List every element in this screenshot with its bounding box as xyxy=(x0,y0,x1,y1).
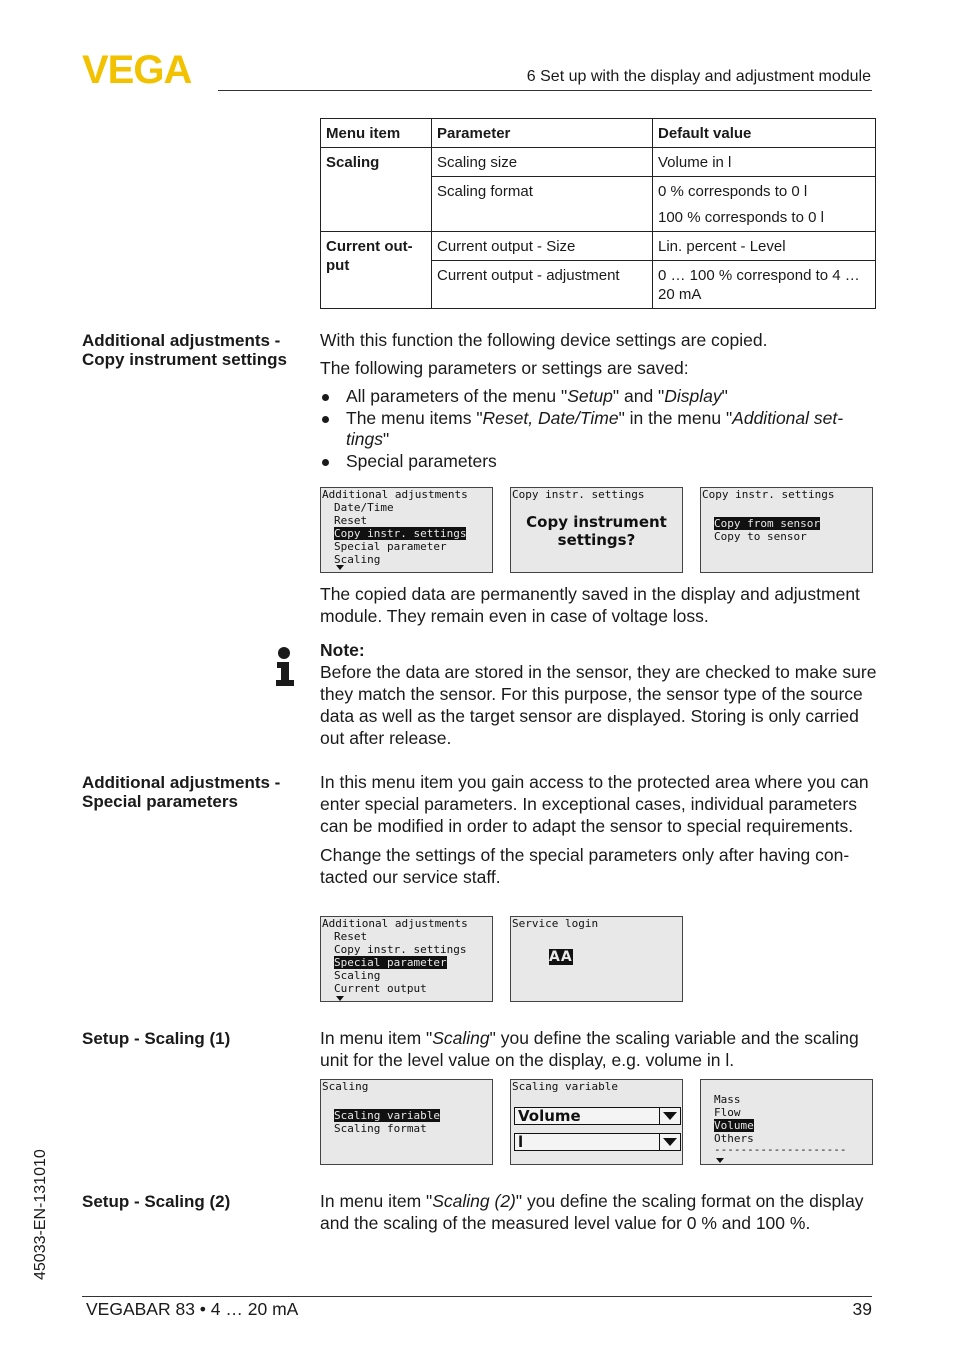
table-cell xyxy=(653,177,876,232)
note-title: Note: xyxy=(320,640,365,660)
scaling-variable-select xyxy=(514,1107,681,1125)
lcd-prompt: settings? xyxy=(557,531,636,549)
lcd-title: Copy instr. settings xyxy=(702,488,835,501)
table-cell: Scaling format xyxy=(432,177,653,232)
lcd-menu-item: Scaling xyxy=(334,969,381,982)
lcd-menu-item-selected: Copy from sensor xyxy=(714,517,820,530)
scroll-down-icon xyxy=(336,565,344,570)
scroll-down-icon xyxy=(336,996,344,1001)
chevron-down-icon xyxy=(659,1134,680,1150)
lcd-menu-item: Scaling xyxy=(334,553,381,566)
info-icon xyxy=(274,646,296,688)
lcd-screen-copy-direction xyxy=(700,487,873,573)
lcd-menu-item: Reset xyxy=(334,930,368,943)
lcd-menu-item: Flow xyxy=(714,1106,741,1119)
select-value: Volume xyxy=(518,1107,581,1125)
lcd-menu-item-selected: Volume xyxy=(714,1119,754,1132)
note-text: Before the data are stored in the sensor, they are checked to make sure they match the sensor. For this purpose, the sensor type of the source data as well as the target sensor are displayed. Storing is only carried out after release. xyxy=(320,662,877,748)
footer-product: VEGABAR 83 • 4 … 20 mA xyxy=(86,1299,299,1319)
special-params-heading: Additional adjustments - Special parameters xyxy=(82,773,281,811)
lcd-title: Scaling variable xyxy=(512,1080,618,1093)
lcd-menu-item: Others xyxy=(714,1132,754,1145)
table-cell-menu-item: Current out-put xyxy=(321,232,432,309)
lcd-screen-service-login xyxy=(510,916,683,1002)
table-header: Default value xyxy=(653,119,876,148)
lcd-menu-item: Current output xyxy=(334,982,427,995)
copy-settings-heading: Additional adjustments - Copy instrument settings xyxy=(82,331,287,369)
lcd-menu-item: Scaling format xyxy=(334,1122,427,1135)
table-cell: 0 … 100 % correspond to 4 … 20 mA xyxy=(653,261,876,309)
lcd-title: Scaling xyxy=(322,1080,369,1093)
table-cell: Volume in l xyxy=(653,148,876,177)
table-cell: Scaling size xyxy=(432,148,653,177)
lcd-menu-item: Special parameter xyxy=(334,540,447,553)
scaling1-body: In menu item "Scaling" you define the scaling variable and the scaling unit for the level value on the display, e.g. volume in l. xyxy=(320,1028,859,1070)
table-header: Parameter xyxy=(432,119,653,148)
lcd-menu-item: Mass xyxy=(714,1093,741,1106)
lcd-title: Additional adjustments xyxy=(322,488,468,501)
login-cursor-char: AA xyxy=(549,949,573,965)
table-cell-line: 0 % corresponds to 0 l xyxy=(658,183,808,200)
paragraph: The following parameters or settings are saved: xyxy=(320,358,689,378)
table-cell: Current output - Size xyxy=(432,232,653,261)
copy-persist-text: The copied data are permanently saved in the display and adjustment module. They remain even in case of voltage loss. xyxy=(320,584,860,626)
lcd-title: Service login xyxy=(512,917,599,930)
vega-logo xyxy=(82,52,212,86)
lcd-menu-item-selected: Special parameter xyxy=(334,956,447,969)
scroll-down-icon xyxy=(716,1158,724,1163)
list-item: All parameters of the menu "Setup" and "Display" xyxy=(320,386,880,408)
footer-rule xyxy=(82,1296,872,1297)
lcd-menu-item: Reset xyxy=(334,514,368,527)
svg-text:VEGA: VEGA xyxy=(82,52,192,86)
table-cell-menu-item: Scaling xyxy=(321,148,432,232)
paragraph: With this function the following device settings are copied. xyxy=(320,330,768,350)
lcd-screen-copy-confirm xyxy=(510,487,683,573)
lcd-menu-item: Copy instr. settings xyxy=(334,943,467,956)
lcd-menu-item: Date/Time xyxy=(334,501,394,514)
scaling2-heading: Setup - Scaling (2) xyxy=(82,1192,231,1211)
lcd-menu-item-selected: Copy instr. settings xyxy=(334,527,467,540)
lcd-screen-scaling xyxy=(320,1079,493,1165)
copy-settings-body xyxy=(320,329,880,472)
select-value: l xyxy=(518,1133,524,1151)
paragraph: In this menu item you gain access to the protected area where you can enter special parameters. In exceptional cases, individual parameters can be modified in order to adapt the sensor to special requirements. xyxy=(320,772,869,836)
lcd-screen-additional-adjustments xyxy=(320,487,493,573)
list-item: The menu items "Reset, Date/Time" in the menu "Additional set-tings" xyxy=(320,408,880,451)
table-header-row xyxy=(321,119,876,148)
table-cell-line: 100 % corresponds to 0 l xyxy=(658,209,824,226)
lcd-title: Additional adjustments xyxy=(322,917,468,930)
table-row xyxy=(321,232,876,261)
section-title: 6 Set up with the display and adjustment module xyxy=(526,68,871,85)
lcd-screen-scaling-variable xyxy=(510,1079,683,1165)
scaling1-heading: Setup - Scaling (1) xyxy=(82,1029,231,1048)
special-params-body xyxy=(320,771,880,888)
saved-settings-list xyxy=(320,386,880,472)
chevron-down-icon xyxy=(659,1108,680,1124)
lcd-screen-variable-list xyxy=(700,1079,873,1165)
default-values-table xyxy=(320,118,876,309)
document-number: 45033-EN-131010 xyxy=(32,1149,49,1280)
lcd-screen-additional-adjustments-2 xyxy=(320,916,493,1002)
note-block xyxy=(320,639,880,749)
lcd-menu-item-selected: Scaling variable xyxy=(334,1109,440,1122)
lcd-menu-item: Copy to sensor xyxy=(714,530,807,543)
paragraph: Change the settings of the special parameters only after having con-tacted our service staff. xyxy=(320,845,850,887)
header-rule xyxy=(218,90,872,91)
scaling2-body: In menu item "Scaling (2)" you define the scaling format on the display and the scaling of the measured level value for 0 % and 100 %. xyxy=(320,1191,864,1233)
table-cell: Lin. percent - Level xyxy=(653,232,876,261)
table-header: Menu item xyxy=(321,119,432,148)
list-item: Special parameters xyxy=(320,451,880,473)
login-entry xyxy=(549,949,573,965)
page-number: 39 xyxy=(852,1299,872,1319)
lcd-prompt: Copy instrument xyxy=(526,513,667,531)
lcd-title: Copy instr. settings xyxy=(512,488,645,501)
table-row xyxy=(321,148,876,177)
lcd-separator: -------------------- xyxy=(714,1143,847,1156)
table-cell: Current output - adjustment xyxy=(432,261,653,309)
scaling-unit-select xyxy=(514,1133,681,1151)
